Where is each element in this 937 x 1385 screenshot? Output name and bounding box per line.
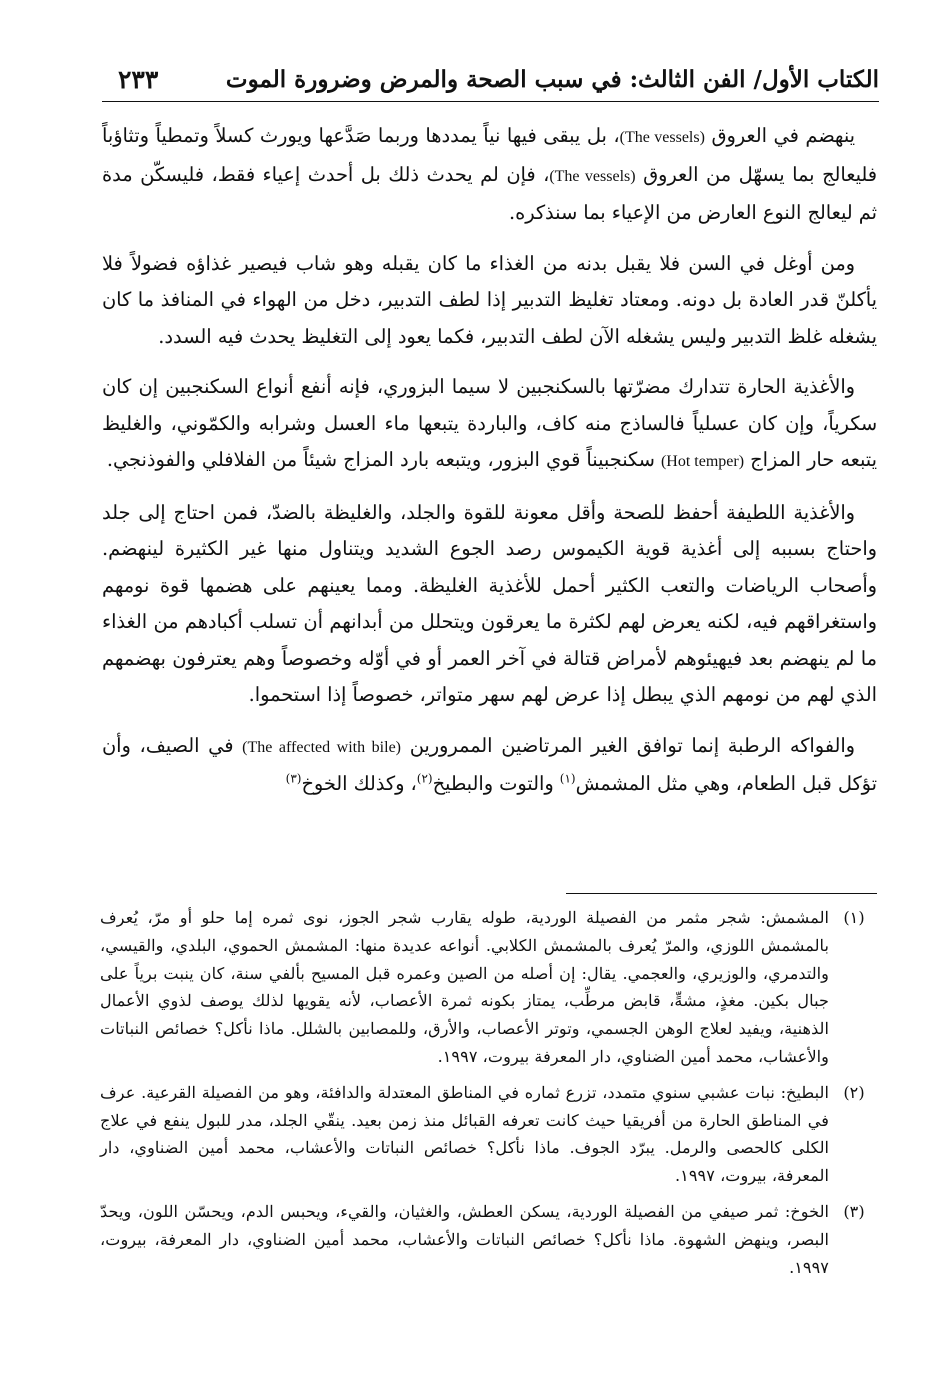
footnote-ref-3: (٣) <box>285 771 302 786</box>
text-run: والأغذية الحارة تتدارك مضرّتها بالسكنجبين لا سيما البزوري، فإنه أنفع أنواع السكنجبين إن كان سكرياً، وإن كان عسلياً فالساذج منه كاف، والباردة يتبعها ماء العسل وشرابه والكمّوني، والغليظ يتبعه حار المزاج <box>102 375 877 471</box>
text-run: في الصيف، وأن تؤكل قبل الطعام، وهي مثل المشمش <box>102 733 877 795</box>
english-term: (The affected with bile) <box>242 738 402 756</box>
header-divider <box>102 101 879 102</box>
footnote-text: المشمش: شجر مثمر من الفصيلة الوردية، طوله يقارب شجر الجوز، نوى ثمره إما حلو أو مرّ، يُعرف بالمشمش اللوزي، والمرّ يُعرف بالمشمش الكلابي. أنواعه عديدة منها: المشمش الحموي، البلدي، والقيسي، والتدمري، والوزيري، والعجمي. يقال: إن أصله من الصين وعمره قبل المسيح بألفي سنة، كان ينبت برياً على جبال بكين. مغذٍ، مشهٍّ، قابض مرطِّب، يمتاز بكونه ثمرة الأعصاب، لأنه يقويها لذلك يوصف لذوي الأعمال الذهنية، ويفيد لعلاج الوهن الجسمي، وتوتر الأعصاب، والأرق، وللمصابين بالشلل. ماذا نأكل؟ خصائص النباتات والأعشاب، محمد أمين الضناوي، دار المعرفة بيروت، ١٩٩٧. <box>100 908 829 1066</box>
footnote-1 <box>100 904 879 1071</box>
paragraph-3 <box>102 369 877 481</box>
text-run: ينهضم في العروق <box>704 124 856 147</box>
footnote-divider <box>566 893 877 894</box>
main-text <box>102 118 877 817</box>
footnote-ref-2: (٢) <box>416 771 433 786</box>
footnote-number: (٣) <box>843 1201 865 1221</box>
english-term: (The vessels) <box>619 129 705 146</box>
running-header <box>118 56 879 96</box>
english-term: (Hot temper) <box>660 453 745 470</box>
paragraph-4: والأغذية اللطيفة أحفظ للصحة وأقل معونة للقوة والجلد، والغليظة بالضدّ، فمن احتاج إلى جلد واحتاج بسببه إلى أغذية قوية الكيموس رصد الجوع الشديد ويتناول منها غير الكثيرة لينهضم. وأصحاب الرياضات والتعب الكثير أحمل للأغذية الغليظة. ومما يعينهم على هضمها قوة نومهم واستغراقهم فيه، لكنه يعرض لهم لكثرة ما يعرقون ويتحلل من أبدانهم أن تسلب أكبادهم من الغذاء ما لم ينهضم بعد فيهيئوهم لأمراض قتالة في آخر العمر أو في أوّله وخصوصاً وهم يعترفون بهضمهم الذي لهم من نومهم الذي يبطل إذا عرض لهم سهر متواتر، خصوصاً إذا استحموا. <box>102 500 877 706</box>
text-run: ، فإن لم يحدث ذلك بل أحدث إعياء فقط، فليسكّن مدة ثم ليعالج النوع العارض من الإعياء بما سنذكره. <box>102 162 877 224</box>
paragraph-1 <box>102 118 877 232</box>
footnote-2 <box>100 1079 879 1190</box>
text-run: والتوت والبطيخ <box>432 772 560 795</box>
footnotes <box>100 904 879 1289</box>
text-run: ، وكذلك الخوخ <box>301 772 417 795</box>
text-run: والفواكه الرطبة إنما توافق الغير المرتاضين الممرورين <box>401 733 855 757</box>
text-run: ، بل يبقى فيها نياً يمددها وربما صَدَّعها ويورث كسلاً وتمطياً وتثاؤباً فليعالج بما يسهّل من العروق <box>102 124 877 186</box>
footnote-text: الخوخ: ثمر صيفي من الفصيلة الوردية، يسكن العطش، والغثيان، والقيء، ويحبس الدم، ويحسّن اللون، ويحدّ البصر، وينهض الشهوة. ماذا نأكل؟ خصائص النباتات والأعشاب، محمد أمين الضناوي، دار المعرفة، بيروت، ١٩٩٧. <box>100 1201 829 1277</box>
footnote-text: البطيخ: نبات عشبي سنوي متمدد، تزرع ثماره في المناطق المعتدلة والدافئة، وهو من الفصيلة القرعية. عرف في المناطق الحارة من أفريقيا حيث كانت تعرفه القبائل منذ زمن بعيد. ينقّي الجلد، مدر للبول ينفع في علاج الكلى كالحصى والرمل. يبرّد الجوف. ماذا نأكل؟ خصائص النباتات والأعشاب، محمد أمين الضناوي، دار المعرفة، بيروت، ١٩٩٧. <box>100 1082 829 1186</box>
footnote-number: (٢) <box>843 1082 865 1102</box>
text-run: سكنجبيناً قوي البزور، ويتبعه بارد المزاج شيئاً من الفلافلي والفوذنجي. <box>106 448 661 471</box>
paragraph-2: ومن أوغل في السن فلا يقبل بدنه من الغذاء ما كان يقبله وهو شاب فيصير غذاؤه فضولاً فلا يأكلنّ قدر العادة بل دونه. ومعتاد تغليظ التدبير إذا لطف التدبير، دخل من الهواء في المنافذ ما كان يشغله غلظ التدبير وليس يشغله الآن لطف التدبير، فكما يعود إلى التغليظ يحدث فيه السدد. <box>102 251 877 348</box>
english-term: (The vessels) <box>549 167 636 185</box>
footnote-3 <box>100 1198 879 1281</box>
footnote-number: (١) <box>843 908 865 927</box>
header-title: الكتاب الأول/ الفن الثالث: في سبب الصحة والمرض وضرورة الموت <box>225 66 879 93</box>
page-number: ٢٣٣ <box>118 65 159 94</box>
footnote-ref-1: (١) <box>559 771 576 786</box>
paragraph-5 <box>102 728 877 803</box>
